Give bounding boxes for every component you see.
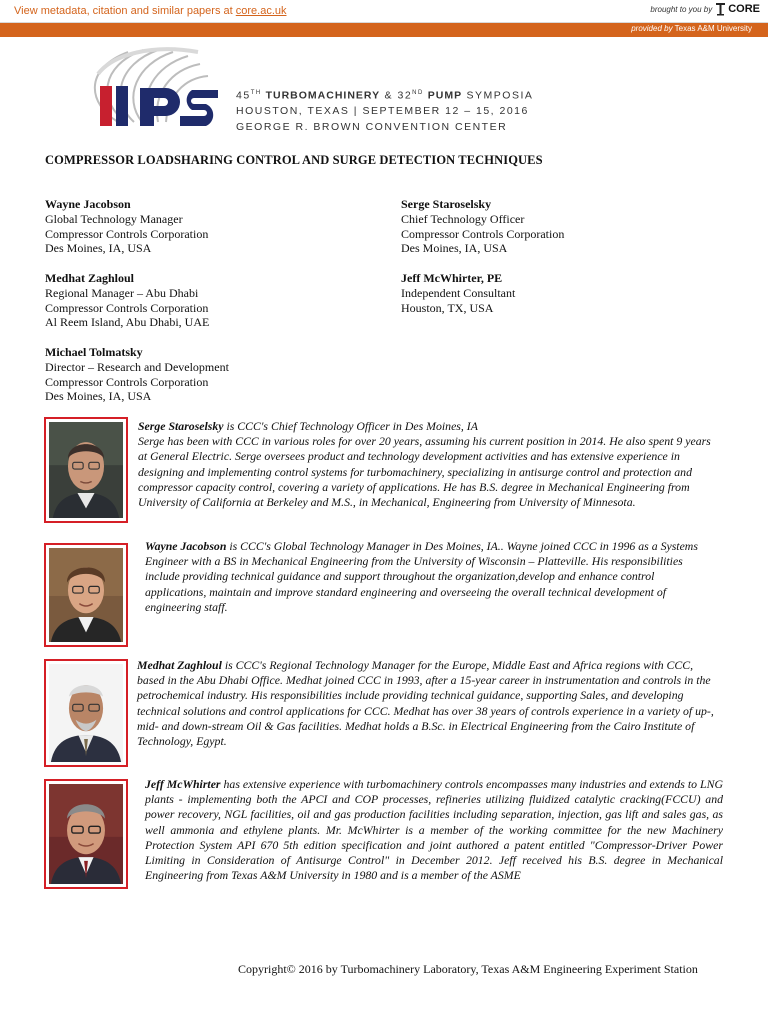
- symposium-number-45: 45: [236, 89, 251, 102]
- symposium-info: [236, 86, 533, 135]
- portrait-icon: [49, 664, 123, 762]
- symposium-pump: PUMP: [423, 89, 463, 102]
- tps-logo: [58, 44, 228, 134]
- core-banner: [0, 0, 768, 23]
- bio-lead-rest: is CCC's Chief Technology Officer in Des Moines, IA: [223, 419, 478, 433]
- provided-by-label: provided by: [631, 24, 673, 33]
- bio-serge: [138, 419, 718, 510]
- author-line: Al Reem Island, Abu Dhabi, UAE: [45, 315, 210, 330]
- bio-body: Serge has been with CCC in various roles for over 20 years, assuming his current position in 2014. He also spent 9 years at General Electric. Serge oversees product and technology development activities and has extensive experience in designing and implementing control systems for turbomachinery, specializing in antisurge control and protection and compressor capacity control, covering a variety of applications. He has B.S. degree in Mechanical Engineering from University of California at Berkeley and M.S., in Mechanical, Engineering from University of Minnesota.: [138, 434, 711, 510]
- symposium-number-32: & 32: [380, 89, 413, 102]
- core-link-prefix: View metadata, citation and similar papers at: [14, 5, 236, 17]
- provided-by-bar: [0, 23, 768, 37]
- author-block: [401, 271, 515, 315]
- core-logo-text: CORE: [728, 3, 760, 15]
- author-photo: [44, 659, 128, 767]
- author-block: [45, 271, 209, 330]
- bio-lead-rest: has extensive experience with turbomachinery controls encompasses many industries and extends to LNG plants - implementing both the APCI and COP processes, refineries utilizing fluidized catalytic cracking(FCCU) and power recovery, NGL facilities, oil and gas production facilities including separation, injection, gas lift and sales gas, as well ammonia and ethylene plants. Mr. McWhirter is a member of the working committee for the new Machinery Protection System API 670 5th edition specification and joint authored a patent entitled "Compressor-Driver Power Limiting in Consideration of Antisurge Control" in December 2012. Jeff received his B.S. degree in Mechanical Engineering from Texas A&M University in 1980 and is a member of the ASME: [145, 777, 723, 883]
- core-link-text[interactable]: core.ac.uk: [235, 5, 287, 17]
- author-name: Serge Staroselsky: [401, 197, 492, 211]
- core-logo-icon: [715, 2, 726, 16]
- copyright-footer: Copyright© 2016 by Turbomachinery Laboratory, Texas A&M Engineering Experiment Station: [238, 962, 698, 976]
- bio-lead-name: Medhat Zaghloul: [137, 658, 222, 672]
- bio-lead-name: Wayne Jacobson: [145, 539, 227, 553]
- author-name: Wayne Jacobson: [45, 197, 131, 211]
- portrait-icon: [49, 548, 123, 642]
- author-line: Independent Consultant: [401, 285, 516, 300]
- paper-title: COMPRESSOR LOADSHARING CONTROL AND SURGE DETECTION TECHNIQUES: [45, 153, 543, 167]
- author-line: Des Moines, IA, USA: [45, 241, 152, 256]
- bio-lead-name: Jeff McWhirter: [145, 777, 221, 791]
- author-line: Compressor Controls Corporation: [401, 226, 565, 241]
- bio-lead-name: Serge Staroselsky: [138, 419, 224, 433]
- core-metadata-link[interactable]: [14, 5, 287, 17]
- bio-medhat: [137, 658, 714, 749]
- provider-name: Texas A&M University: [674, 24, 752, 33]
- provided-by-text: [631, 24, 752, 33]
- author-line: Compressor Controls Corporation: [45, 300, 209, 315]
- author-line: Regional Manager – Abu Dhabi: [45, 285, 199, 300]
- symposium-symposia: SYMPOSIA: [462, 89, 534, 102]
- core-brought-label: brought to you by: [650, 4, 713, 14]
- author-line: Compressor Controls Corporation: [45, 226, 209, 241]
- core-brought-by[interactable]: [650, 2, 760, 16]
- author-block: [45, 197, 208, 256]
- author-line: Des Moines, IA, USA: [45, 389, 152, 404]
- symposium-line-2: HOUSTON, TEXAS | SEPTEMBER 12 – 15, 2016: [236, 105, 529, 117]
- bio-wayne: [145, 539, 710, 615]
- author-photo: [44, 779, 128, 889]
- bio-jeff: [145, 777, 723, 883]
- core-logo[interactable]: [715, 2, 760, 16]
- symposium-turbomachinery: TURBOMACHINERY: [261, 89, 381, 102]
- symposium-line-1: [236, 86, 533, 104]
- author-line: Compressor Controls Corporation: [45, 374, 209, 389]
- bio-lead-rest: is CCC's Regional Technology Manager for the Europe, Middle East and Africa regions with CCC, based in the Abu Dhabi Office. Medhat joined CCC in 1993, after a 15-year career in instrumentation and controls in the petrochemical industry. His responsibilities include providing technical guidance, supporting Sales, and developing technical solutions and control applications for CCC. Medhat has over 38 years of controls experience in a variety of up-, mid- and down-stream Oil & Gas facilities. Medhat holds a B.Sc. in Electrical Engineering from the Cairo Institute of Technology, Egypt.: [137, 658, 714, 749]
- author-name: Medhat Zaghloul: [45, 271, 135, 285]
- symposium-sup-th: TH: [250, 90, 262, 96]
- author-line: Director – Research and Development: [45, 359, 229, 374]
- author-line: Chief Technology Officer: [401, 211, 525, 226]
- author-line: Houston, TX, USA: [401, 300, 494, 315]
- author-photo: [44, 543, 128, 647]
- portrait-icon: [49, 422, 123, 518]
- tps-turbine-logo-icon: [58, 44, 228, 134]
- symposium-sup-nd: ND: [412, 90, 424, 96]
- symposium-line-3: GEORGE R. BROWN CONVENTION CENTER: [236, 120, 508, 133]
- author-photo: [44, 417, 128, 523]
- portrait-icon: [49, 784, 123, 884]
- author-block: [45, 345, 229, 404]
- author-block: [401, 197, 564, 256]
- author-name: Michael Tolmatsky: [45, 345, 143, 359]
- author-line: Global Technology Manager: [45, 211, 183, 226]
- bio-lead-rest: is CCC's Global Technology Manager in Des Moines, IA.. Wayne joined CCC in 1996 as a Systems Engineer with a BS in Mechanical Engineering from the University of Wisconsin – Platteville. His responsibilities include providing technical guidance and support throughout the organization,develop and enhance control applications, maintain and improve standard engineering and overseeing the overall technical development of engineering staff.: [145, 539, 698, 614]
- author-line: Des Moines, IA, USA: [401, 241, 508, 256]
- author-name: Jeff McWhirter, PE: [401, 271, 503, 285]
